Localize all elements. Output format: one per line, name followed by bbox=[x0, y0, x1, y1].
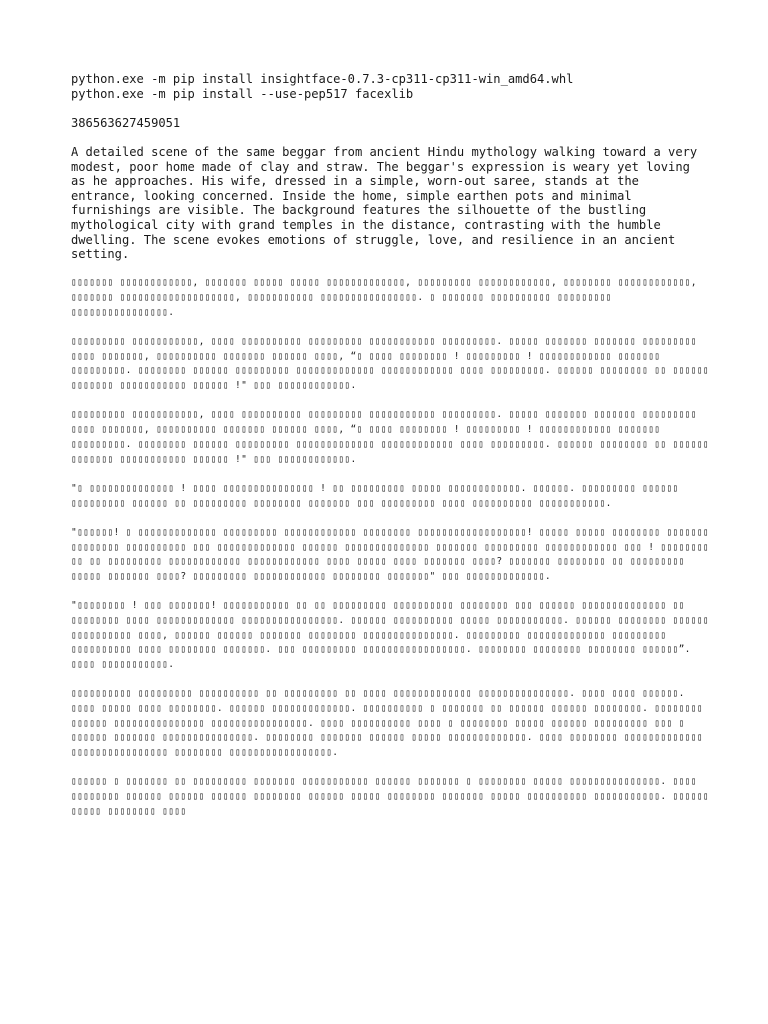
pip-install-command: python.exe -m pip install --use-pep517 facexlib bbox=[71, 86, 414, 101]
unreadable-paragraph: "▯▯▯▯▯▯! ▯ ▯▯▯▯▯▯▯▯▯▯▯▯▯ ▯▯▯▯▯▯▯▯▯ ▯▯▯▯▯▯▯▯▯▯▯▯ ▯▯▯▯▯▯▯▯ ▯▯▯▯▯▯▯▯▯▯▯▯▯▯▯▯▯▯! ▯▯▯▯▯ ▯▯▯▯▯ ▯▯▯▯▯▯▯▯ ▯▯▯▯▯▯▯ ▯▯▯▯▯▯▯▯ ▯▯▯▯▯▯▯▯▯▯ ▯▯▯ ▯▯▯▯▯▯▯▯▯▯▯▯▯ ▯▯▯▯▯▯ ▯▯▯▯▯▯▯▯▯▯▯▯▯▯ ▯▯▯▯▯▯▯ ▯▯▯▯▯▯▯▯▯ ▯▯▯▯▯▯▯▯▯▯▯▯ ▯▯▯ ! ▯▯▯▯▯▯▯▯ ▯▯ ▯▯ ▯▯▯▯▯▯▯▯▯ ▯▯▯▯▯▯▯▯▯▯▯▯ ▯▯▯▯▯▯▯▯▯▯▯▯ ▯▯▯▯ ▯▯▯▯▯ ▯▯▯▯ ▯▯▯▯▯▯▯ ▯▯▯▯? ▯▯▯▯▯▯▯ ▯▯▯▯▯▯▯▯ ▯▯ ▯▯▯▯▯▯▯▯▯ ▯▯▯▯▯ ▯▯▯▯▯▯▯ ▯▯▯▯? ▯▯▯▯▯▯▯▯▯ ▯▯▯▯▯▯▯▯▯▯▯▯ ▯▯▯▯▯▯▯▯ ▯▯▯▯▯▯▯" ▯▯▯ ▯▯▯▯▯▯▯▯▯▯▯▯▯. bbox=[71, 526, 716, 582]
unreadable-paragraph: ▯▯▯▯▯▯▯▯▯ ▯▯▯▯▯▯▯▯▯▯▯, ▯▯▯▯ ▯▯▯▯▯▯▯▯▯▯ ▯▯▯▯▯▯▯▯▯ ▯▯▯▯▯▯▯▯▯▯▯ ▯▯▯▯▯▯▯▯▯. ▯▯▯▯▯ ▯▯▯▯▯▯▯ ▯▯▯▯▯▯▯ ▯▯▯▯▯▯▯▯▯ ▯▯▯▯ ▯▯▯▯▯▯▯, ▯▯▯▯▯▯▯▯▯▯ ▯▯▯▯▯▯▯ ▯▯▯▯▯▯ ▯▯▯▯, “▯ ▯▯▯▯ ▯▯▯▯▯▯▯▯ ! ▯▯▯▯▯▯▯▯▯ ! ▯▯▯▯▯▯▯▯▯▯▯▯ ▯▯▯▯▯▯▯ ▯▯▯▯▯▯▯▯▯. ▯▯▯▯▯▯▯▯ ▯▯▯▯▯▯ ▯▯▯▯▯▯▯▯▯ ▯▯▯▯▯▯▯▯▯▯▯▯▯ ▯▯▯▯▯▯▯▯▯▯▯▯ ▯▯▯▯ ▯▯▯▯▯▯▯▯▯. ▯▯▯▯▯▯ ▯▯▯▯▯▯▯▯ ▯▯ ▯▯▯▯▯▯ ▯▯▯▯▯▯▯ ▯▯▯▯▯▯▯▯▯▯▯ ▯▯▯▯▯▯ !" ▯▯▯ ▯▯▯▯▯▯▯▯▯▯▯▯. bbox=[71, 409, 716, 465]
document-page bbox=[71, 72, 716, 834]
unreadable-paragraph: ▯▯▯▯▯▯▯ ▯▯▯▯▯▯▯▯▯▯▯▯, ▯▯▯▯▯▯▯ ▯▯▯▯▯ ▯▯▯▯▯ ▯▯▯▯▯▯▯▯▯▯▯▯▯, ▯▯▯▯▯▯▯▯▯ ▯▯▯▯▯▯▯▯▯▯▯▯, ▯▯▯▯▯▯▯▯ ▯▯▯▯▯▯▯▯▯▯▯▯, ▯▯▯▯▯▯▯ ▯▯▯▯▯▯▯▯▯▯▯▯▯▯▯▯▯▯▯, ▯▯▯▯▯▯▯▯▯▯▯ ▯▯▯▯▯▯▯▯▯▯▯▯▯▯▯▯. ▯ ▯▯▯▯▯▯▯ ▯▯▯▯▯▯▯▯▯▯ ▯▯▯▯▯▯▯▯▯ ▯▯▯▯▯▯▯▯▯▯▯▯▯▯▯▯. bbox=[71, 277, 703, 318]
pip-install-command: python.exe -m pip install insightface-0.7.3-cp311-cp311-win_amd64.whl bbox=[71, 72, 574, 86]
english-prompt-paragraph: A detailed scene of the same beggar from ancient Hindu mythology walking toward a very modest, poor home made of clay and straw. The beggar's expression is weary yet loving as he approaches. His wife, dressed in a simple, worn-out saree, stands at the entrance, looking concerned. Inside the home, simple earthen pots and minimal furnishings are visible. The background features the silhouette of the bustling mythological city with grand temples in the distance, contrasting with the humble dwelling. The scene evokes emotions of struggle, love, and resilience in an ancient setting. bbox=[71, 144, 705, 262]
command-block bbox=[71, 72, 711, 101]
unreadable-paragraph: ▯▯▯▯▯▯▯▯▯ ▯▯▯▯▯▯▯▯▯▯▯, ▯▯▯▯ ▯▯▯▯▯▯▯▯▯▯ ▯▯▯▯▯▯▯▯▯ ▯▯▯▯▯▯▯▯▯▯▯ ▯▯▯▯▯▯▯▯▯. ▯▯▯▯▯ ▯▯▯▯▯▯▯ ▯▯▯▯▯▯▯ ▯▯▯▯▯▯▯▯▯ ▯▯▯▯ ▯▯▯▯▯▯▯, ▯▯▯▯▯▯▯▯▯▯ ▯▯▯▯▯▯▯ ▯▯▯▯▯▯ ▯▯▯▯, “▯ ▯▯▯▯ ▯▯▯▯▯▯▯▯ ! ▯▯▯▯▯▯▯▯▯ ! ▯▯▯▯▯▯▯▯▯▯▯▯ ▯▯▯▯▯▯▯ ▯▯▯▯▯▯▯▯▯. ▯▯▯▯▯▯▯▯ ▯▯▯▯▯▯ ▯▯▯▯▯▯▯▯▯ ▯▯▯▯▯▯▯▯▯▯▯▯▯ ▯▯▯▯▯▯▯▯▯▯▯▯ ▯▯▯▯ ▯▯▯▯▯▯▯▯▯. ▯▯▯▯▯▯ ▯▯▯▯▯▯▯▯ ▯▯ ▯▯▯▯▯▯ ▯▯▯▯▯▯▯ ▯▯▯▯▯▯▯▯▯▯▯ ▯▯▯▯▯▯ !" ▯▯▯ ▯▯▯▯▯▯▯▯▯▯▯▯. bbox=[71, 336, 716, 392]
unreadable-paragraph: "▯ ▯▯▯▯▯▯▯▯▯▯▯▯▯▯ ! ▯▯▯▯ ▯▯▯▯▯▯▯▯▯▯▯▯▯▯▯ ! ▯▯ ▯▯▯▯▯▯▯▯▯ ▯▯▯▯▯ ▯▯▯▯▯▯▯▯▯▯▯▯. ▯▯▯▯▯▯. ▯▯▯▯▯▯▯▯▯ ▯▯▯▯▯▯ ▯▯▯▯▯▯▯▯▯ ▯▯▯▯▯▯ ▯▯ ▯▯▯▯▯▯▯▯▯ ▯▯▯▯▯▯▯▯ ▯▯▯▯▯▯▯ ▯▯▯ ▯▯▯▯▯▯▯▯▯ ▯▯▯▯ ▯▯▯▯▯▯▯▯▯▯ ▯▯▯▯▯▯▯▯▯▯▯. bbox=[71, 482, 685, 509]
seed-number: 386563627459051 bbox=[71, 115, 181, 130]
unreadable-paragraph: ▯▯▯▯▯▯ ▯ ▯▯▯▯▯▯▯ ▯▯ ▯▯▯▯▯▯▯▯▯ ▯▯▯▯▯▯▯ ▯▯▯▯▯▯▯▯▯▯▯ ▯▯▯▯▯▯ ▯▯▯▯▯▯▯ ▯ ▯▯▯▯▯▯▯▯ ▯▯▯▯▯ ▯▯▯▯▯▯▯▯▯▯▯▯▯▯▯. ▯▯▯▯ ▯▯▯▯▯▯▯▯ ▯▯▯▯▯▯ ▯▯▯▯▯▯ ▯▯▯▯▯▯ ▯▯▯▯▯▯▯▯ ▯▯▯▯▯▯ ▯▯▯▯▯ ▯▯▯▯▯▯▯▯ ▯▯▯▯▯▯▯ ▯▯▯▯▯ ▯▯▯▯▯▯▯▯▯▯ ▯▯▯▯▯▯▯▯▯▯▯. ▯▯▯▯▯▯ ▯▯▯▯▯ ▯▯▯▯▯▯▯▯ ▯▯▯▯ bbox=[71, 776, 716, 817]
unreadable-paragraph: "▯▯▯▯▯▯▯▯ ! ▯▯▯ ▯▯▯▯▯▯▯! ▯▯▯▯▯▯▯▯▯▯▯ ▯▯ ▯▯ ▯▯▯▯▯▯▯▯▯ ▯▯▯▯▯▯▯▯▯▯ ▯▯▯▯▯▯▯▯ ▯▯▯ ▯▯▯▯▯▯ ▯▯▯▯▯▯▯▯▯▯▯▯▯▯ ▯▯ ▯▯▯▯▯▯▯▯ ▯▯▯▯ ▯▯▯▯▯▯▯▯▯▯▯▯▯ ▯▯▯▯▯▯▯▯▯▯▯▯▯▯▯▯. ▯▯▯▯▯▯ ▯▯▯▯▯▯▯▯▯▯ ▯▯▯▯▯ ▯▯▯▯▯▯▯▯▯▯▯. ▯▯▯▯▯▯ ▯▯▯▯▯▯▯▯ ▯▯▯▯▯▯ ▯▯▯▯▯▯▯▯▯▯ ▯▯▯▯, ▯▯▯▯▯▯ ▯▯▯▯▯▯ ▯▯▯▯▯▯▯ ▯▯▯▯▯▯▯▯ ▯▯▯▯▯▯▯▯▯▯▯▯▯▯▯. ▯▯▯▯▯▯▯▯▯ ▯▯▯▯▯▯▯▯▯▯▯▯▯ ▯▯▯▯▯▯▯▯▯ ▯▯▯▯▯▯▯▯▯▯ ▯▯▯▯ ▯▯▯▯▯▯▯▯ ▯▯▯▯▯▯▯. ▯▯▯ ▯▯▯▯▯▯▯▯▯ ▯▯▯▯▯▯▯▯▯▯▯▯▯▯▯▯▯. ▯▯▯▯▯▯▯▯ ▯▯▯▯▯▯▯▯ ▯▯▯▯▯▯▯▯ ▯▯▯▯▯▯”. ▯▯▯▯ ▯▯▯▯▯▯▯▯▯▯▯. bbox=[71, 600, 716, 671]
unreadable-paragraph: ▯▯▯▯▯▯▯▯▯▯ ▯▯▯▯▯▯▯▯▯ ▯▯▯▯▯▯▯▯▯▯ ▯▯ ▯▯▯▯▯▯▯▯▯ ▯▯ ▯▯▯▯ ▯▯▯▯▯▯▯▯▯▯▯▯▯ ▯▯▯▯▯▯▯▯▯▯▯▯▯▯▯. ▯▯▯▯ ▯▯▯▯ ▯▯▯▯▯▯. ▯▯▯▯ ▯▯▯▯▯ ▯▯▯▯ ▯▯▯▯▯▯▯▯. ▯▯▯▯▯▯ ▯▯▯▯▯▯▯▯▯▯▯▯▯. ▯▯▯▯▯▯▯▯▯▯ ▯ ▯▯▯▯▯▯▯ ▯▯ ▯▯▯▯▯▯ ▯▯▯▯▯▯ ▯▯▯▯▯▯▯▯. ▯▯▯▯▯▯▯▯ ▯▯▯▯▯▯ ▯▯▯▯▯▯▯▯▯▯▯▯▯▯▯ ▯▯▯▯▯▯▯▯▯▯▯▯▯▯▯▯. ▯▯▯▯ ▯▯▯▯▯▯▯▯▯▯ ▯▯▯▯ ▯ ▯▯▯▯▯▯▯▯ ▯▯▯▯▯ ▯▯▯▯▯▯ ▯▯▯▯▯▯▯▯▯ ▯▯▯ ▯ ▯▯▯▯▯▯ ▯▯▯▯▯▯▯ ▯▯▯▯▯▯▯▯▯▯▯▯▯▯▯. ▯▯▯▯▯▯▯▯ ▯▯▯▯▯▯▯ ▯▯▯▯▯▯ ▯▯▯▯▯ ▯▯▯▯▯▯▯▯▯▯▯▯▯. ▯▯▯▯ ▯▯▯▯▯▯▯▯ ▯▯▯▯▯▯▯▯▯▯▯▯▯ ▯▯▯▯▯▯▯▯▯▯▯▯▯▯▯▯ ▯▯▯▯▯▯▯▯ ▯▯▯▯▯▯▯▯▯▯▯▯▯▯▯▯▯. bbox=[71, 688, 709, 759]
